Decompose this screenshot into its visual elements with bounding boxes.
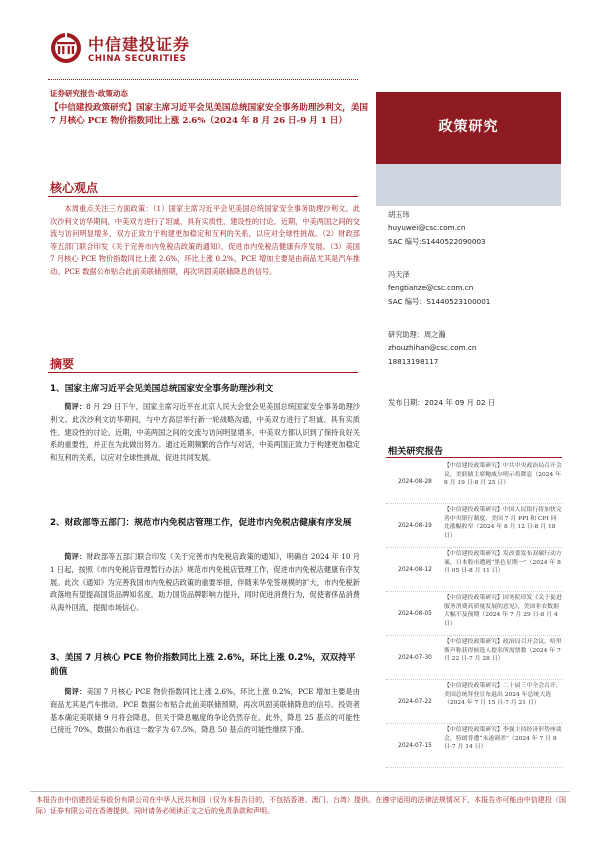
related-reports-list (386, 460, 562, 768)
summary-section-3-title: 3、美国 7 月核心 PCE 物价指数同比上涨 2.6%，环比上涨 0.2%，双双持平前值 (50, 653, 356, 677)
brand-logo (50, 30, 220, 70)
report-series: 证券研究报告·政策动态 (50, 89, 128, 98)
research-assistant (388, 328, 476, 368)
related-report-title[interactable]: 【中信建投政策研究】中国人民银行将加快完善中央银行制度，美国 7 月 PPI 和 CPI 同比涨幅收窄（2024 年 8 月 12 日-8 月 18 日） (444, 507, 562, 540)
related-report-item[interactable] (386, 460, 562, 504)
analyst-sac: SAC 编号:S1440522090003 (388, 236, 486, 246)
related-report-date: 2024-08-05 (398, 610, 432, 617)
header-divider (48, 79, 358, 80)
related-report-date: 2024-08-19 (398, 522, 432, 529)
related-report-item[interactable] (386, 724, 562, 768)
related-reports-divider (386, 457, 562, 458)
related-report-date: 2024-08-12 (398, 566, 432, 573)
related-report-title[interactable]: 【中信建投政策研究】发改委发布双碳行动方案，日本股市遭遇“黑色星期一”（2024 年 8 月 05 日-8 月 11 日） (444, 551, 562, 575)
summary-section-2-title: 2、财政部等五部门：规范市内免税店管理工作，促进市内免税店健康有序发展 (50, 518, 352, 528)
related-report-date: 2024-07-22 (398, 698, 432, 705)
summary-divider (48, 372, 358, 373)
assistant-email[interactable]: zhouzhihan@csc.com.cn (388, 343, 477, 353)
category-banner-strip (376, 164, 561, 206)
comment-label: 简评： (64, 687, 87, 696)
related-report-title[interactable]: 【中信建投政策研究】二十届三中全会召开，美国总统拜登宣布退出 2024 年总统大选（2024 年 7 月 15 日-7 月 21 日） (444, 683, 562, 707)
report-title: 【中信建投政策研究】国家主席习近平会见美国总统国家安全事务助理沙利文，美国 7 月核心 PCE 物价指数同比上涨 2.6%（2024 年 8 月 26 日-9 月 1 日） (50, 103, 368, 127)
assistant-name: 研究助理：周之瀚 (388, 330, 446, 339)
footer-disclaimer: 本报告由中信建投证券股份有限公司在中华人民共和国（仅为本报告目的，不包括香港、澳门、台湾）提供。在遵守适用的法律法规情况下，本报告亦可能由中信建投（国际）证券有限公司在香港提供。同时请务必阅读正文之后的免责条款和声明。 (36, 796, 566, 815)
publish-date: 发布日期：2024 年 09 月 02 日 (388, 398, 496, 407)
category-label: 政策研究 (438, 119, 499, 135)
related-report-item[interactable] (386, 504, 562, 548)
related-reports-heading: 相关研究报告 (388, 446, 444, 457)
analyst-email[interactable]: huyuwei@csc.com.cn (388, 223, 466, 233)
core-heading: 核心观点 (50, 181, 99, 195)
analyst-name: 胡玉玮 (388, 210, 410, 219)
related-report-date: 2024-07-30 (398, 654, 432, 661)
comment-label: 简评： (64, 552, 87, 561)
analyst-email[interactable]: fengtianze@csc.com.cn (388, 283, 474, 293)
summary-section-2-text: 简评：财政部等五部门联合印发《关于完善市内免税店政策的通知》，明确自 2024 年 10 月 1 日起，按照《市内免税店管理暂行办法》规范市内免税店管理工作，促进市内免税店健康有序发展。此次《通知》为完善我国市内免税店政策的重要举措，伴随来华免签规模的扩大，市内免税新政落地有望提高国货品牌知名度，助力国货品牌影响力提升，同时促进消费行为，促使奢侈品消费从海外回流，提振市场信心。 (50, 552, 360, 613)
analyst-sac: SAC 编号：S1440523100001 (388, 296, 491, 306)
brand-name-en: CHINA SECURITIES (88, 54, 187, 64)
category-banner (376, 92, 561, 164)
related-report-title[interactable]: 【中信建投政策研究】李强主持经济形势座谈会，特朗普遭“未遂刺杀”（2024 年 7 月 8 日-7 月 14 日） (444, 727, 562, 751)
core-divider (48, 196, 358, 197)
related-report-title[interactable]: 【中信建投政策研究】政治局召开会议，哈里斯声称获得候选人提名所需票数（2024 年 7 月 22 日-7 月 28 日） (444, 639, 562, 663)
analyst-name: 冯天泽 (388, 270, 410, 279)
related-report-date: 2024-08-28 (398, 478, 432, 485)
footer-divider (30, 791, 570, 792)
summary-section-3-text: 简评：美国 7 月核心 PCE 物价指数同比上涨 2.6%，环比上涨 0.2%，PCE 增加主要是由商品尤其是汽车推动。PCE 数据公布贴合此前美联储预期，再次巩固美联储降息的信号。投资者基本确定美联储 9 月将会降息，但关于降息幅度的争论仍然存在。此外，降息 25 基点的可能性已接近 70%，数据公布前这一数字为 67.5%，降息 50 基点的可能性继续下滑。 (50, 687, 360, 735)
assistant-phone: 18813198117 (388, 356, 439, 366)
core-text: 本周重点关注三方面政策：（1）国家主席习近平会见美国总统国家安全事务助理沙利文。此次沙利文访华期间，中美双方进行了坦诚、具有实质性、建设性的讨论。近期，中美两国之间的交流与访问明显增多，双方正致力于构建更加稳定和互利的关系，以应对全球性挑战。（2）财政部等五部门联合印发《关于完善市内免税店政策的通知》，促进市内免税店健康有序发展。（3）美国 7 月核心 PCE 物价指数同比上涨 2.6%，环比上涨 0.2%，PCE 增加主要是由商品尤其是汽车推动。PCE 数据公布贴合此前美联储预期，再次巩固美联储降息的信号。 (50, 204, 360, 276)
analyst-2 (388, 268, 490, 308)
related-report-item[interactable] (386, 592, 562, 636)
brand-name-cn: 中信建投证券 (88, 35, 191, 54)
related-report-item[interactable] (386, 548, 562, 592)
analyst-1 (388, 208, 486, 248)
related-report-item[interactable] (386, 680, 562, 724)
related-report-title[interactable]: 【中信建投政策研究】国务院印发《关于促进服务消费高质量发展的意见》，美国非农数据大幅不及预期（2024 年 7 月 29 日-8 月 4 日） (444, 595, 562, 628)
summary-heading: 摘要 (50, 357, 75, 371)
summary-section-1-title: 1、国家主席习近平会见美国总统国家安全事务助理沙利文 (50, 384, 274, 394)
related-report-date: 2024-07-15 (398, 742, 432, 749)
citic-logo-icon (50, 32, 82, 64)
related-report-title[interactable]: 【中信建投政策研究】中共中央政治局召开会议，美联储主席鲍威尔明示将降息（2024 年 8 月 19 日-8 月 25 日） (444, 463, 562, 487)
related-report-item[interactable] (386, 636, 562, 680)
summary-section-1-text: 简评：8 月 29 日下午，国家主席习近平在北京人民大会堂会见美国总统国家安全事务助理沙利文。此次沙利文访华期间，与中方高层举行新一轮战略沟通，中美双方进行了坦诚、具有实质性、建设性的讨论。近期，中美两国之间的交流与访问明显增多，中美双方都认识到了保持良好关系的重要性，并正在为此做出努力。通过近期频繁的合作与对话，中美两国正致力于构建更加稳定和互利的关系，以应对全球性挑战，促进共同发展。 (50, 402, 360, 463)
comment-label: 简评： (64, 402, 87, 411)
